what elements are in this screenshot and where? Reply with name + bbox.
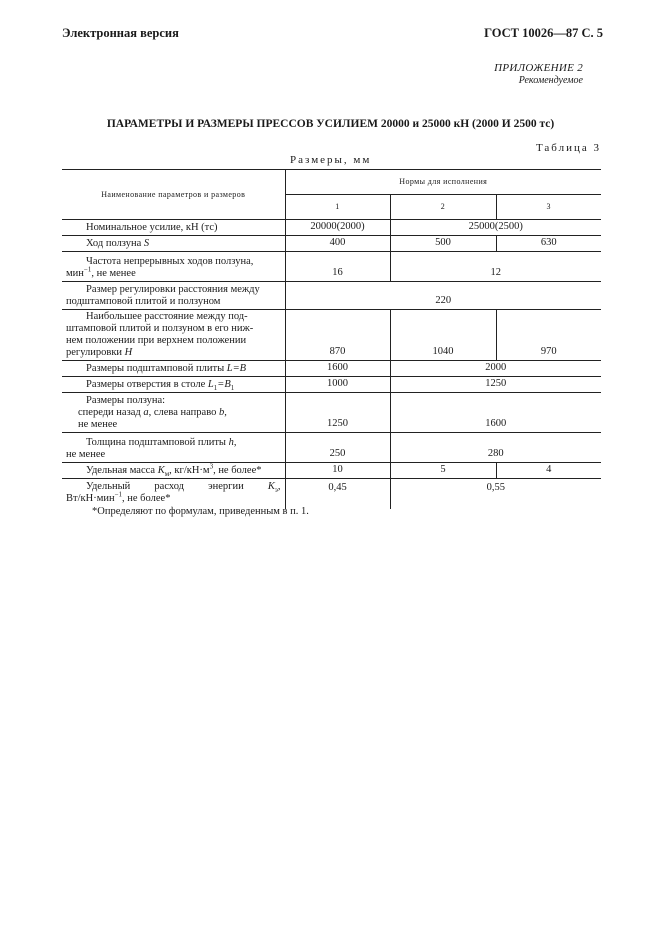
row-name-line1b: , [277, 481, 281, 492]
row-name: Удельная масса [86, 465, 156, 476]
row-value-1: 16 [285, 252, 390, 282]
row-symbol-eq: =B [217, 379, 231, 390]
row-name-line2: не менее [66, 449, 106, 460]
row-name: Номинальное усилие, кН (тс) [86, 222, 218, 233]
table-row [62, 252, 601, 282]
table-row [62, 377, 601, 393]
row-value-3: 4 [496, 463, 601, 479]
row-value-2-3: 280 [390, 433, 601, 463]
row-value-1: 0,45 [285, 479, 390, 509]
row-value-2-3: 2000 [390, 361, 601, 377]
row-name-line1: Частота непрерывных ходов ползуна, [86, 256, 254, 267]
row-value-2: 500 [390, 236, 496, 252]
header-variant-1: 1 [285, 195, 390, 220]
row-name: Ход ползуна [86, 238, 142, 249]
table-row [62, 463, 601, 479]
row-name-line3: нем положении при верхнем положении [66, 335, 247, 346]
row-name-line2b: , слева направо [148, 407, 217, 418]
row-name-b: , кг/кН·м [169, 465, 210, 476]
row-value-2-3: 25000(2500) [390, 220, 601, 236]
row-value-3: 630 [496, 236, 601, 252]
row-symbol-a: a [143, 407, 149, 418]
doc-header-right: ГОСТ 10026—87 С. 5 [484, 26, 603, 40]
row-symbol: S [143, 238, 150, 249]
row-value-1: 1600 [285, 361, 390, 377]
appendix-status: Рекомендуемое [518, 75, 583, 86]
row-name-line3: не менее [78, 419, 118, 430]
row-name-line1: Размер регулировки расстояния между [86, 284, 260, 295]
parameters-table [62, 169, 601, 509]
row-value-2-3: 12 [390, 252, 601, 282]
row-value-3: 970 [496, 310, 601, 361]
row-name-line2: спереди назад [78, 407, 141, 418]
doc-header-left: Электронная версия [62, 26, 179, 40]
row-symbol: K [157, 465, 165, 476]
row-value-2-3: 0,55 [390, 479, 601, 509]
row-symbol: H [124, 347, 133, 358]
row-symbol-sub2: 1 [230, 384, 235, 393]
table-row [62, 236, 601, 252]
row-value-1: 1000 [285, 377, 390, 393]
table-row [62, 220, 601, 236]
row-value-1: 870 [285, 310, 390, 361]
row-value-1: 1250 [285, 393, 390, 433]
row-value-1: 400 [285, 236, 390, 252]
row-name-line2: подштамповой плитой и ползуном [66, 296, 221, 307]
row-name-line2: штамповой плитой и ползуном в его ниж- [66, 323, 254, 334]
row-name: Размеры отверстия в столе [86, 379, 206, 390]
row-name: Размеры подштамповой плиты [86, 363, 225, 374]
row-symbol: h [228, 437, 234, 448]
row-value-1: 20000(2000) [285, 220, 390, 236]
row-value-2: 5 [390, 463, 496, 479]
header-norms: Нормы для исполнения [285, 170, 601, 195]
row-value-2: 1040 [390, 310, 496, 361]
footnote: *Определяют по формулам, приведенным в п. 1. [92, 506, 309, 517]
row-value-1: 250 [285, 433, 390, 463]
row-name-line1: Наибольшее расстояние между под- [86, 311, 248, 322]
row-name-line1: Размеры ползуна: [86, 395, 166, 406]
row-name-line1b: , [233, 437, 237, 448]
row-symbol-sub: м [164, 470, 170, 479]
row-symbol-sub: 1 [213, 384, 218, 393]
row-symbol: K [267, 481, 275, 492]
table-label: Таблица 3 [535, 142, 601, 154]
row-name-line1: Удельный расход энергии [86, 481, 244, 492]
row-value-1: 10 [285, 463, 390, 479]
row-name-sup: 3 [209, 462, 214, 471]
table-row [62, 282, 601, 310]
table-row [62, 361, 601, 377]
row-name-line2: Вт/кН·мин [66, 493, 115, 504]
header-param-name: Наименование параметров и размеров [62, 170, 285, 220]
row-value-2-3: 1600 [390, 393, 601, 433]
row-symbol-b: b [218, 407, 225, 418]
row-symbol: L=B [226, 363, 247, 374]
row-name-line2: мин [66, 268, 84, 279]
row-symbol: L [207, 379, 214, 390]
row-name-line1: Толщина подштамповой плиты [86, 437, 226, 448]
table-row [62, 310, 601, 361]
row-name-sup: −1 [114, 490, 123, 499]
row-name-line2b: , не менее [91, 268, 136, 279]
header-variant-2: 2 [390, 195, 496, 220]
header-variant-3: 3 [496, 195, 601, 220]
row-name-c: , не более* [213, 465, 262, 476]
row-name-line2c: , [224, 407, 227, 418]
table-row [62, 433, 601, 463]
row-value-all: 220 [285, 282, 601, 310]
row-name-line4: регулировки [66, 347, 123, 358]
appendix-label: ПРИЛОЖЕНИЕ 2 [494, 62, 583, 74]
units-label: Размеры, мм [290, 154, 372, 166]
page-title: ПАРАМЕТРЫ И РАЗМЕРЫ ПРЕССОВ УСИЛИЕМ 20000 и 25000 кН (2000 И 2500 тс) [106, 118, 555, 130]
row-name-line2b: , не более* [122, 493, 171, 504]
row-value-2-3: 1250 [390, 377, 601, 393]
table-row [62, 479, 601, 509]
row-symbol-sub: э [274, 486, 278, 495]
row-name-sup: −1 [83, 265, 92, 274]
table-row [62, 393, 601, 433]
